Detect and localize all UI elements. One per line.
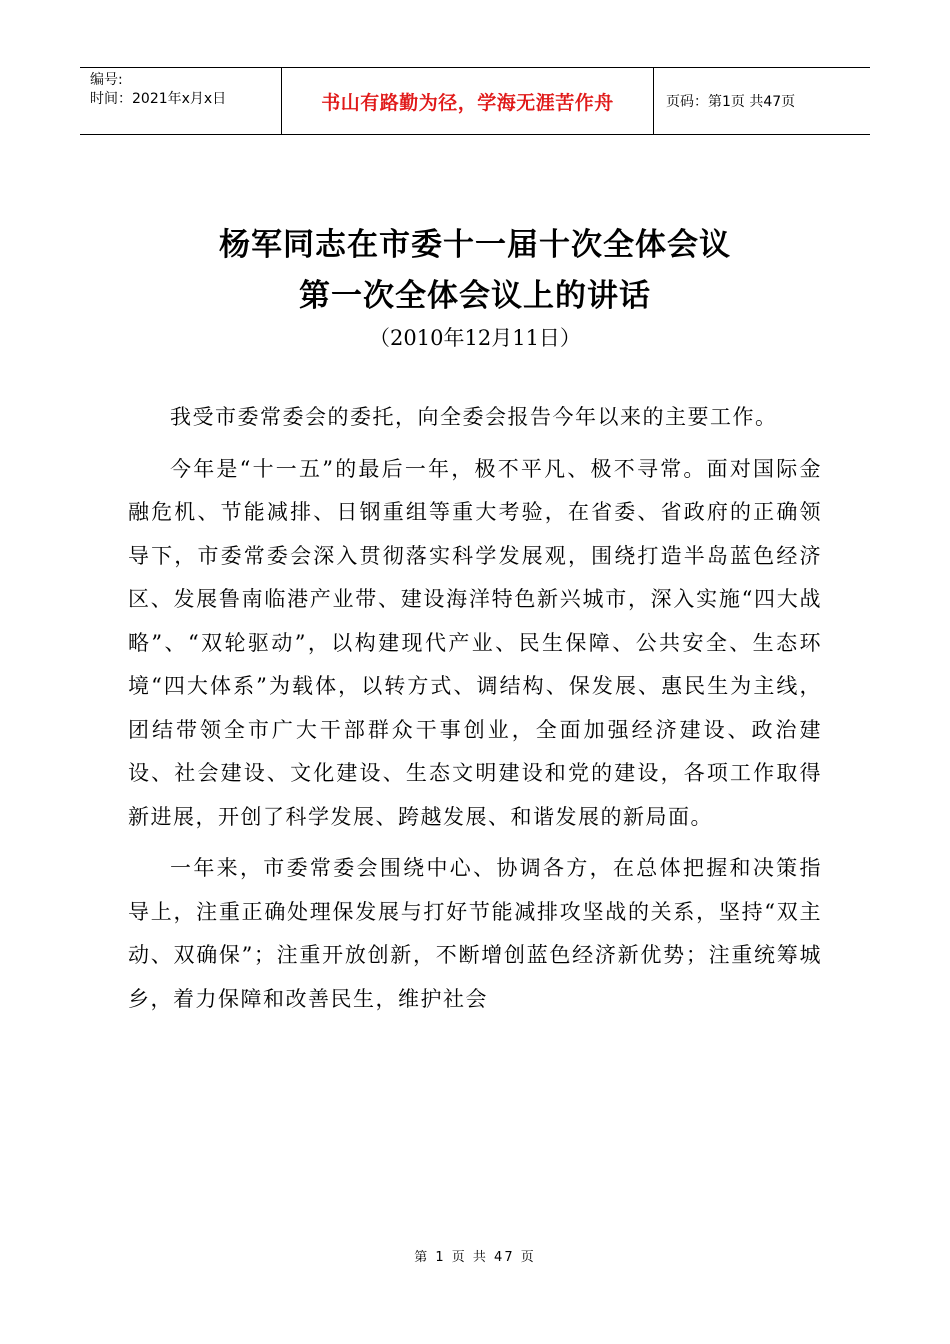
header-page-info: 页码：第1页 共47页 (666, 94, 796, 110)
document-number-label: 编号: (90, 72, 123, 88)
body-paragraph: 今年是“十一五”的最后一年，极不平凡、极不寻常。面对国际金融危机、节能减排、日钢重组等重大考验，在省委、省政府的正确领导下，市委常委会深入贯彻落实科学发展观，围绕打造半岛蓝色经济区、发展鲁南临港产业带、建设海洋特色新兴城市，深入实施“四大战略”、“双轮驱动”，以构建现代产业、民生保障、公共安全、生态环境“四大体系”为载体，以转方式、调结构、保发展、惠民生为主线，团结带领全市广大干部群众干事创业，全面加强经济建设、政治建设、社会建设、文化建设、生态文明建设和党的建设，各项工作取得新进展，开创了科学发展、跨越发展、和谐发展的新局面。 (128, 456, 822, 829)
document-date: （2010年12月11日） (369, 326, 581, 350)
body-paragraph: 一年来，市委常委会围绕中心、协调各方，在总体把握和决策指导上，注重正确处理保发展与打好节能减排攻坚战的关系，坚持“双主动、双确保”；注重开放创新，不断增创蓝色经济新优势；注重统筹城乡，着力保障和改善民生，维护社会 (128, 856, 822, 1011)
page-footer: 第 1 页 共 47 页 (414, 1250, 536, 1265)
document-body (128, 396, 822, 1029)
page-header (80, 67, 870, 135)
document-time-label: 时间：2021年x月x日 (90, 91, 227, 107)
document-title-line1: 杨军同志在市委十一届十次全体会议 (219, 227, 731, 263)
document-title-line2: 第一次全体会议上的讲话 (299, 278, 651, 314)
header-motto: 书山有路勤为径，学海无涯苦作舟 (282, 68, 654, 134)
body-paragraph: 我受市委常委会的委托，向全委会报告今年以来的主要工作。 (170, 405, 778, 429)
header-meta (80, 68, 282, 134)
